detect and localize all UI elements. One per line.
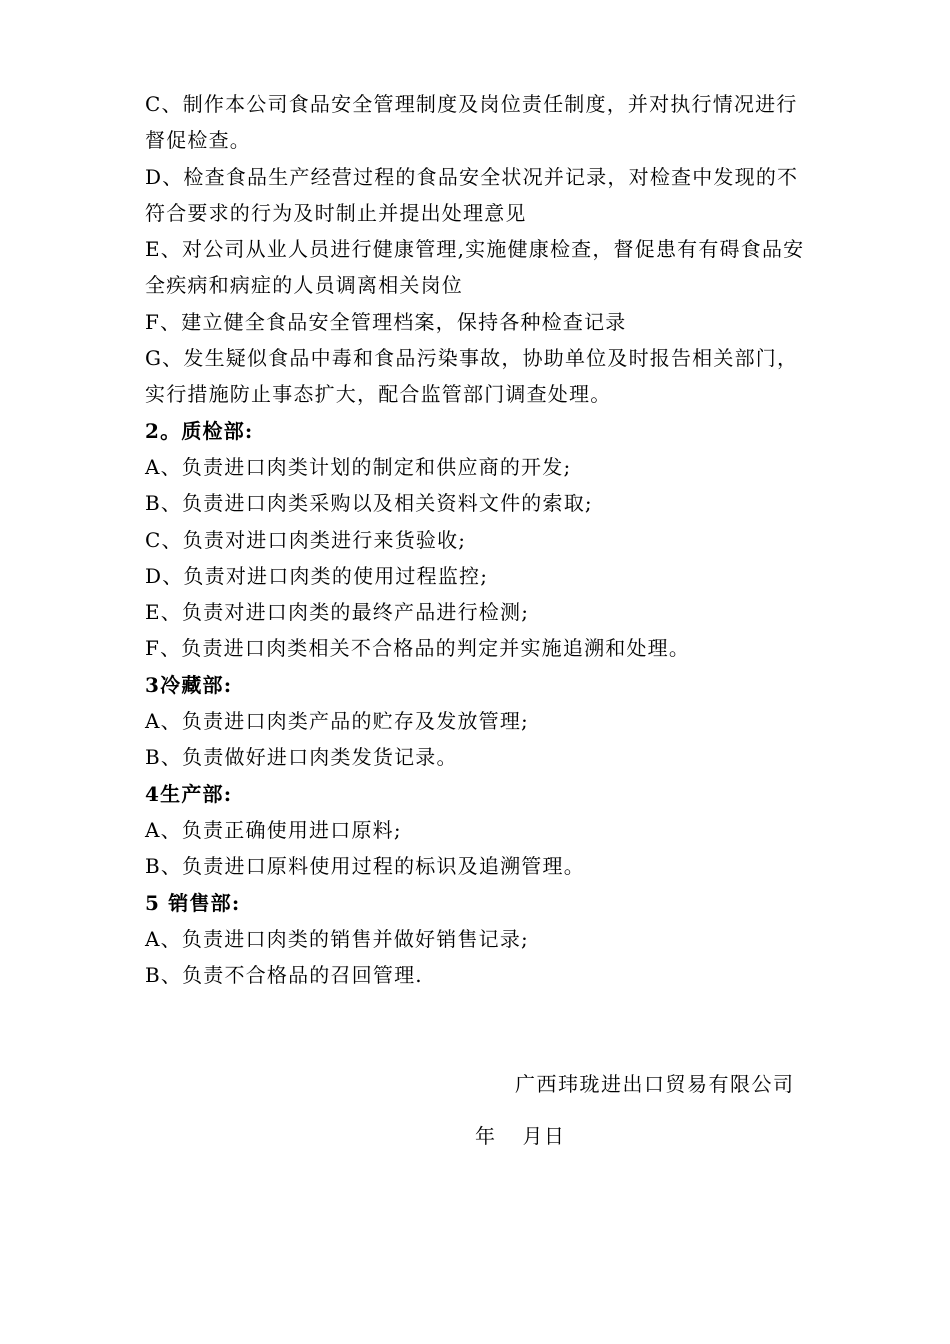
body-line: B、负责进口肉类采购以及相关资料文件的索取;	[145, 491, 593, 516]
body-line: 实行措施防止事态扩大，配合监管部门调查处理。	[145, 382, 612, 407]
body-line: F、建立健全食品安全管理档案，保持各种检查记录	[145, 309, 627, 334]
signature-date	[475, 1120, 566, 1149]
body-line: D、检查食品生产经营过程的食品安全状况并记录，对检查中发现的不	[145, 164, 799, 189]
body-line: A、负责正确使用进口原料;	[145, 817, 402, 842]
section-heading-cold-storage: 3冷藏部:	[145, 672, 233, 697]
body-line: 全疾病和病症的人员调离相关岗位	[145, 273, 463, 298]
body-line: C、制作本公司食品安全管理制度及岗位责任制度，并对执行情况进行	[145, 92, 798, 116]
body-line: C、负责对进口肉类进行来货验收;	[145, 527, 467, 552]
body-line: E、对公司从业人员进行健康管理,实施健康检查，督促患有有碍食品安	[145, 237, 805, 262]
body-line: B、负责做好进口肉类发货记录。	[145, 745, 458, 770]
body-line: B、负责进口原料使用过程的标识及追溯管理。	[145, 854, 585, 879]
body-line: D、负责对进口肉类的使用过程监控;	[145, 563, 489, 588]
body-line: B、负责不合格品的召回管理.	[145, 963, 423, 988]
body-line: 督促检查。	[145, 128, 251, 153]
company-name: 广西玮珑进出口贸易有限公司	[515, 1072, 795, 1096]
body-line: A、负责进口肉类产品的贮存及发放管理;	[145, 709, 529, 734]
date-year-label: 年	[475, 1124, 497, 1148]
document-body	[145, 86, 845, 993]
body-line: G、发生疑似食品中毒和食品污染事故，协助单位及时报告相关部门，	[145, 346, 799, 371]
body-line: E、负责对进口肉类的最终产品进行检测;	[145, 600, 530, 625]
section-heading-production: 4生产部:	[145, 781, 233, 806]
body-line: 符合要求的行为及时制止并提出处理意见	[145, 200, 527, 225]
section-heading-sales: 5 销售部:	[145, 890, 241, 915]
body-line: A、负责进口肉类的销售并做好销售记录;	[145, 926, 529, 951]
date-month-day-label: 月日	[522, 1124, 566, 1148]
body-line: F、负责进口肉类相关不合格品的判定并实施追溯和处理。	[145, 636, 691, 661]
body-line: A、负责进口肉类计划的制定和供应商的开发;	[145, 454, 572, 479]
section-heading-quality: 2。质检部:	[145, 418, 254, 443]
